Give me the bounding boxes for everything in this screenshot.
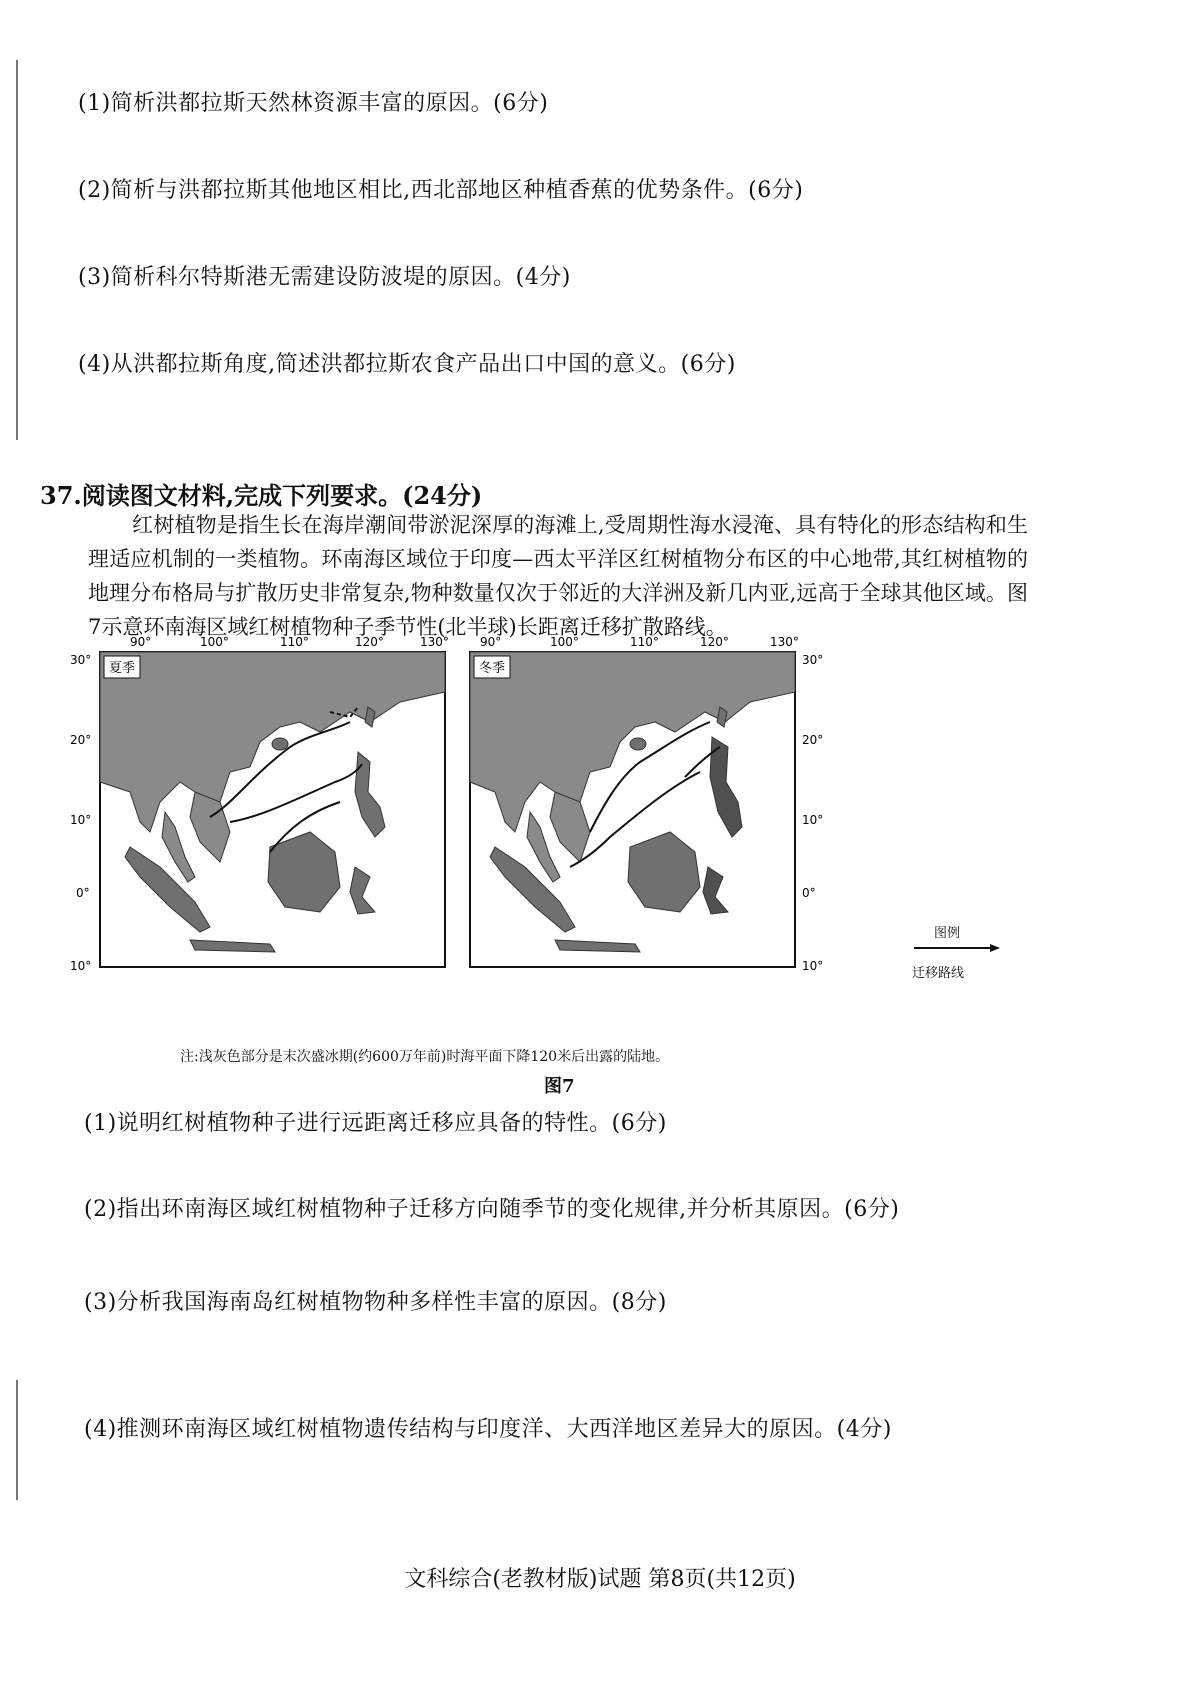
- lon-label: 130°: [770, 635, 799, 649]
- summer-map: [70, 635, 449, 973]
- lon-label: 120°: [355, 635, 384, 649]
- figure-note: 注:浅灰色部分是末次盛冰期(约600万年前)时海平面下降120米后出露的陆地。: [180, 1049, 670, 1065]
- lon-label: 100°: [200, 635, 229, 649]
- lat-label: 0°: [76, 886, 90, 900]
- lat-label: 0°: [802, 886, 816, 900]
- lon-label: 90°: [480, 635, 502, 649]
- lon-label: 110°: [630, 635, 659, 649]
- q36-sub3: (3)简析科尔特斯港无需建设防波堤的原因。(4分): [78, 265, 571, 290]
- lon-label: 120°: [700, 635, 729, 649]
- q36-sub1: (1)简析洪都拉斯天然林资源丰富的原因。(6分): [78, 91, 549, 116]
- lat-label: 10°: [70, 813, 92, 827]
- winter-map: [470, 635, 823, 973]
- q37-heading: [40, 476, 482, 511]
- winter-map-label: 冬季: [478, 661, 506, 676]
- legend-title: 图例: [934, 926, 961, 941]
- figure-caption: 图7: [544, 1076, 575, 1097]
- q37-paragraph: 红树植物是指生长在海岸潮间带淤泥深厚的海滩上,受周期性海水浸淹、具有特化的形态结构和生理适应机制的一类植物。环南海区域位于印度—西太平洋区红树植物分布区的中心地带,其红树植物的地理分布格局与扩散历史非常复杂,物种数量仅次于邻近的大洋洲及新几内亚,远高于全球其他区域。图7示意环南海区域红树植物种子季节性(北半球)长距离迁移扩散路线。: [88, 513, 1028, 639]
- lon-label: 110°: [280, 635, 309, 649]
- lon-label: 100°: [550, 635, 579, 649]
- lon-label: 90°: [130, 635, 152, 649]
- lat-label: 20°: [70, 733, 92, 747]
- lat-label: 10°: [70, 959, 92, 973]
- q37-material: [88, 508, 1028, 644]
- lat-label: 30°: [70, 653, 92, 667]
- legend-label: 迁移路线: [912, 966, 965, 981]
- q37-sub2: (2)指出环南海区域红树植物种子迁移方向随季节的变化规律,并分析其原因。(6分): [84, 1197, 900, 1222]
- q36-sub4: (4)从洪都拉斯角度,简述洪都拉斯农食产品出口中国的意义。(6分): [78, 352, 736, 377]
- legend-arrow-icon: [912, 942, 1002, 954]
- left-margin-line: [16, 60, 18, 440]
- q36-sub2: (2)简析与洪都拉斯其他地区相比,西北部地区种植香蕉的优势条件。(6分): [78, 178, 804, 203]
- lat-label: 10°: [802, 813, 824, 827]
- figure-7-maps: [70, 635, 1000, 1072]
- q37-title: 阅读图文材料,完成下列要求。(24分): [81, 481, 483, 510]
- summer-map-label: 夏季: [108, 661, 136, 676]
- lat-label: 20°: [802, 733, 824, 747]
- q37-sub1: (1)说明红树植物种子进行远距离迁移应具备的特性。(6分): [84, 1111, 667, 1136]
- page-footer: 文科综合(老教材版)试题 第8页(共12页): [404, 1567, 796, 1592]
- lon-label: 130°: [420, 635, 449, 649]
- lat-label: 10°: [802, 959, 824, 973]
- lat-label: 30°: [802, 653, 824, 667]
- left-margin-line-lower: [16, 1380, 18, 1500]
- q37-sub4: (4)推测环南海区域红树植物遗传结构与印度洋、大西洋地区差异大的原因。(4分): [84, 1417, 892, 1442]
- q37-number: 37.: [40, 481, 82, 510]
- q37-sub3: (3)分析我国海南岛红树植物物种多样性丰富的原因。(8分): [84, 1290, 667, 1315]
